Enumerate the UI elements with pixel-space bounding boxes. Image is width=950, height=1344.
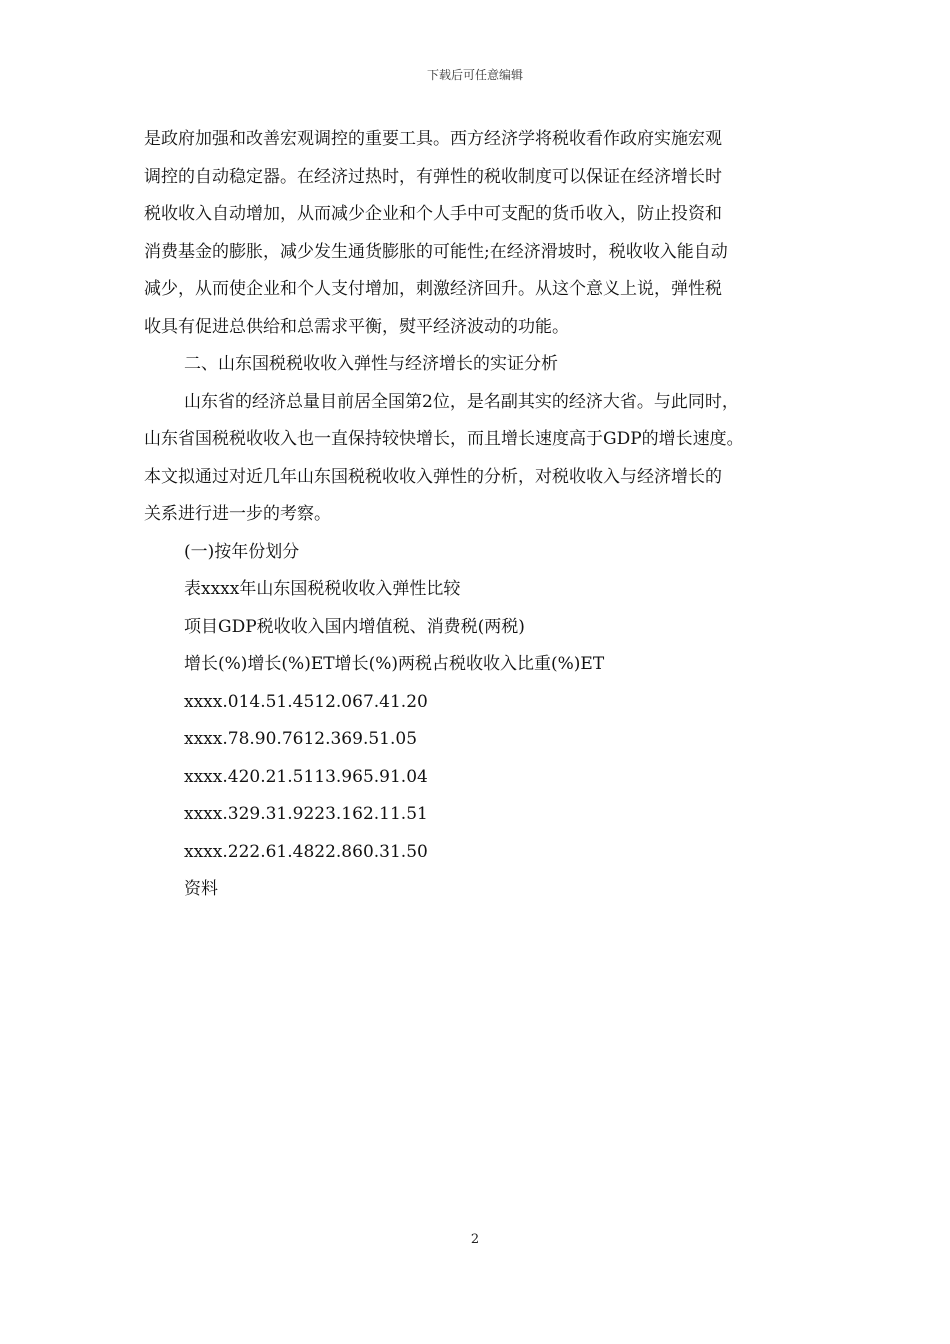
table-row: xxxx.78.90.7612.369.51.05 — [184, 729, 418, 749]
table-row: xxxx.329.31.9223.162.11.51 — [184, 804, 428, 824]
page-header: 下载后可任意编辑 — [426, 68, 523, 82]
source-note: 资料 — [184, 879, 218, 899]
table-row: xxxx.420.21.5113.965.91.04 — [184, 766, 428, 787]
paragraph-line: 税收收入自动增加，从而减少企业和个人手中可支配的货币收入，防止投资和 — [144, 204, 722, 224]
paragraph-line: 是政府加强和改善宏观调控的重要工具。西方经济学将税收看作政府实施宏观 — [144, 129, 722, 149]
paragraph-line: 山东省的经济总量目前居全国第2位，是名副其实的经济大省。与此同时， — [184, 391, 739, 412]
paragraph-line: 本文拟通过对近几年山东国税税收收入弹性的分析，对税收收入与经济增长的 — [144, 466, 722, 487]
subsection-heading: (一)按年份划分 — [184, 541, 300, 562]
paragraph-line: 山东省国税税收收入也一直保持较快增长，而且增长速度高于GDP的增长速度。 — [144, 429, 744, 449]
paragraph-line: 消费基金的膨胀，减少发生通货膨胀的可能性;在经济滑坡时，税收收入能自动 — [144, 241, 728, 262]
paragraph-line: 关系进行进一步的考察。 — [144, 504, 331, 524]
page-number: 2 — [470, 1232, 480, 1247]
table-header-row: 项目GDP税收收入国内增值税、消费税(两税) — [184, 616, 525, 637]
paragraph-line: 减少，从而使企业和个人支付增加，刺激经济回升。从这个意义上说，弹性税 — [144, 279, 722, 299]
paragraph-line: 调控的自动稳定器。在经济过热时，有弹性的税收制度可以保证在经济增长时 — [144, 166, 722, 187]
table-title: 表xxxx年山东国税税收收入弹性比较 — [184, 579, 461, 599]
table-row: xxxx.014.51.4512.067.41.20 — [184, 691, 428, 712]
table-header-row: 增长(%)增长(%)ET增长(%)两税占税收收入比重(%)ET — [184, 654, 605, 674]
table-row: xxxx.222.61.4822.860.31.50 — [184, 841, 428, 862]
section-heading: 二、山东国税税收收入弹性与经济增长的实证分析 — [184, 354, 558, 374]
paragraph-line: 收具有促进总供给和总需求平衡，熨平经济波动的功能。 — [144, 316, 569, 337]
document-body — [144, 121, 814, 909]
